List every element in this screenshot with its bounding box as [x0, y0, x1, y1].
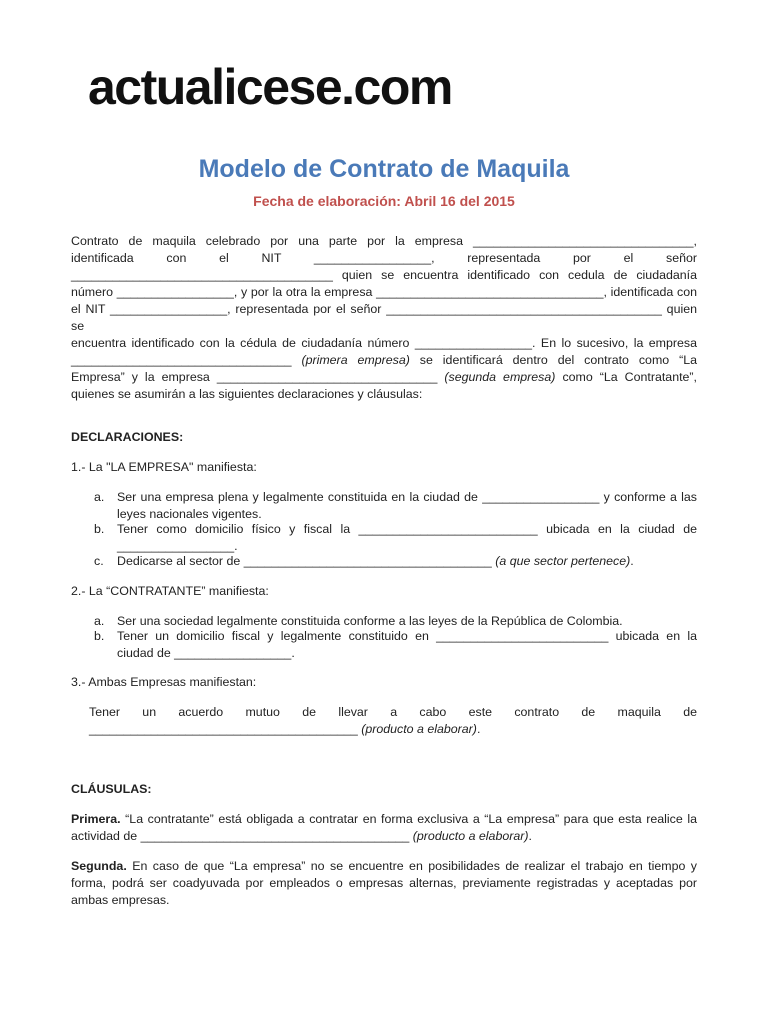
text: Empresa” y la empresa ________________________________	[71, 370, 438, 384]
clausula-segunda	[71, 858, 697, 909]
text-line: forma, podrá ser coadyuvada por empleados o empresas alternas, previamente registradas y aceptadas por	[71, 876, 697, 890]
text-line	[71, 811, 697, 828]
intro-line: número _________________, y por la otra la empresa _________________________________, identificada con	[71, 285, 697, 299]
list-text: Tener como domicilio físico y fiscal la __________________________ ubicada en la ciudad de	[117, 522, 697, 536]
list-item	[94, 553, 697, 570]
blank: ________________________________	[71, 353, 292, 367]
intro-line: Contrato de maquila celebrado por una parte por la empresa ________________________________,	[71, 234, 697, 248]
intro-line	[71, 352, 697, 369]
site-logo: actualicese.com	[88, 59, 452, 115]
placeholder-note: (primera empresa)	[301, 353, 410, 367]
intro-line: quienes se asumirán a las siguientes declaraciones y cláusulas:	[71, 387, 423, 401]
placeholder-note: (a que sector pertenece)	[495, 554, 631, 568]
list-item	[94, 628, 697, 662]
list-item	[94, 489, 697, 523]
section-3-title: 3.- Ambas Empresas manifiestan:	[71, 675, 257, 689]
clausula-primera	[71, 811, 697, 845]
intro-line: ______________________________________ quien se encuentra identificado con cedula de ciudadanía	[71, 268, 697, 282]
placeholder-note: (producto a elaborar)	[412, 829, 529, 843]
text: .	[630, 554, 634, 568]
text-line	[71, 828, 697, 845]
section-2-title: 2.- La “CONTRATANTE” manifiesta:	[71, 584, 269, 598]
elaboration-date: Fecha de elaboración: Abril 16 del 2015	[253, 193, 515, 209]
text: se identificará dentro del contrato como “La	[419, 353, 697, 367]
section-1-title: 1.- La "LA EMPRESA" manifiesta:	[71, 460, 257, 474]
clause-label: Segunda.	[71, 859, 127, 873]
intro-line: identificada con el NIT _________________, representada por el señor	[71, 251, 697, 265]
list-marker: b.	[94, 629, 105, 643]
list-item	[94, 521, 697, 555]
list-text: _________________.	[117, 539, 238, 553]
intro-line: el NIT _________________, representada por el señor ________________________________________ quien se	[71, 302, 697, 333]
list-marker: c.	[94, 554, 104, 568]
clause-label: Primera.	[71, 812, 121, 826]
text: actividad de _______________________________________	[71, 829, 410, 843]
placeholder-note: (producto a elaborar)	[361, 722, 477, 736]
list-text: ciudad de _________________.	[117, 646, 295, 660]
list-marker: b.	[94, 522, 105, 536]
blank: _______________________________________	[89, 722, 358, 736]
document-title: Modelo de Contrato de Maquila	[198, 155, 570, 183]
text: En caso de que “La empresa” no se encuentre en posibilidades de realizar el trabajo en tiempo y	[132, 859, 697, 873]
list-marker: a.	[94, 614, 105, 628]
text: .	[528, 829, 532, 843]
clausulas-heading: CLÁUSULAS:	[71, 782, 152, 796]
intro-line	[71, 369, 697, 386]
text-line	[71, 858, 697, 875]
list-marker: a.	[94, 490, 105, 504]
list-text: Ser una empresa plena y legalmente constituida en la ciudad de _________________ y conforme a las	[117, 490, 697, 504]
text: .	[476, 722, 481, 736]
list-text: Tener un domicilio fiscal y legalmente constituido en _________________________ ubicada en la	[117, 629, 697, 643]
placeholder-note: (segunda empresa)	[444, 370, 556, 384]
text-line	[89, 721, 697, 738]
intro-paragraph	[71, 233, 697, 403]
list-text: Dedicarse al sector de ____________________________________	[117, 554, 492, 568]
section-3-body	[89, 704, 697, 738]
intro-line: encuentra identificado con la cédula de ciudadanía número _________________. En lo sucesivo, la empresa	[71, 336, 697, 350]
text-line: ambas empresas.	[71, 893, 170, 907]
list-text: leyes nacionales vigentes.	[117, 507, 262, 521]
list-text: Ser una sociedad legalmente constituida conforme a las leyes de la República de Colombia.	[117, 614, 623, 628]
declaraciones-heading: DECLARACIONES:	[71, 430, 184, 444]
text: “La contratante” está obligada a contratar en forma exclusiva a “La empresa” para que esta realice la	[125, 812, 697, 826]
text: Tener un acuerdo mutuo de llevar a cabo este contrato de maquila de	[89, 705, 697, 719]
text: como “La Contratante”,	[562, 370, 697, 384]
